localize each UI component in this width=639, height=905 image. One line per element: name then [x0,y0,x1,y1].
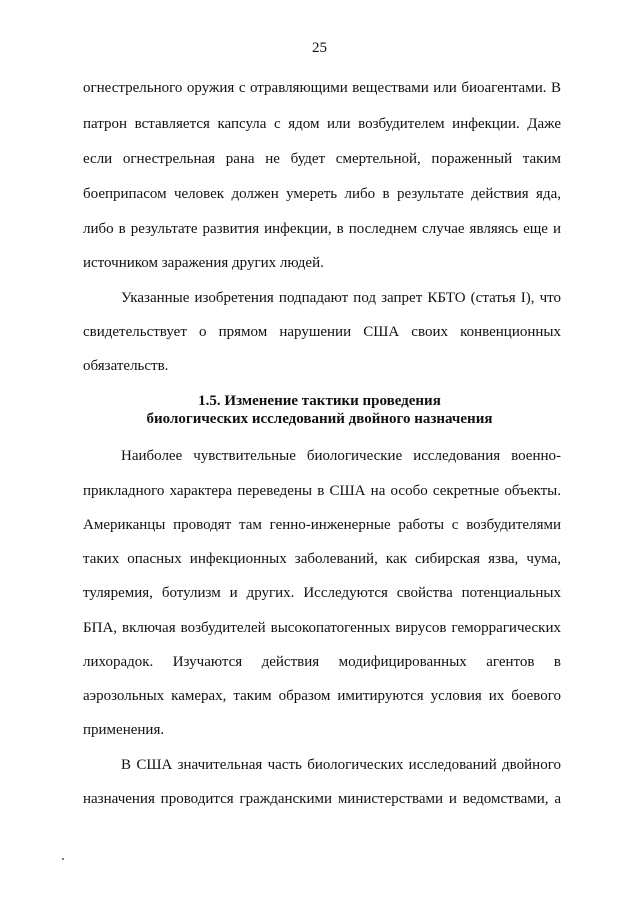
paragraph-3-line-4: таких опасных инфекционных заболеваний, как сибирская язва, чума, [83,551,561,567]
paragraph-1-line-2: патрон вставляется капсула с ядом или возбудителем инфекции. Даже [83,116,561,132]
paragraph-1-line-6: источником заражения других людей. [83,255,324,271]
paragraph-3-line-7: лихорадок. Изучаются действия модифицированных агентов в [83,654,561,670]
paragraph-3-line-1: Наиболее чувствительные биологические исследования военно- [121,448,561,464]
paragraph-2-line-1: Указанные изобретения подпадают под запрет КБТО (статья I), что [121,290,561,306]
paragraph-3-line-9: применения. [83,722,165,738]
paragraph-4-line-1: В США значительная часть биологических исследований двойного [121,757,561,773]
scan-speck [62,858,64,860]
paragraph-3-line-8: аэрозольных камерах, таким образом имитируются условия их боевого [83,688,561,704]
paragraph-2-line-2: свидетельствует о прямом нарушении США своих конвенционных [83,324,561,340]
section-heading-line-1: 1.5. Изменение тактики проведения [198,393,441,409]
page-number: 25 [312,40,327,56]
paragraph-1-line-1: огнестрельного оружия с отравляющими веществами или биоагентами. В [83,80,561,96]
paragraph-1-line-3: если огнестрельная рана не будет смертельной, пораженный таким [83,151,561,167]
paragraph-1-line-5: либо в результате развития инфекции, в последнем случае являясь еще и [83,221,561,237]
paragraph-3-line-2: прикладного характера переведены в США на особо секретные объекты. [83,483,561,499]
paragraph-1-line-4: боеприпасом человек должен умереть либо в результате действия яда, [83,186,561,202]
paragraph-3-line-5: туляремия, ботулизм и других. Исследуются свойства потенциальных [83,585,561,601]
paragraph-3-line-3: Американцы проводят там генно-инженерные работы с возбудителями [83,517,561,533]
paragraph-3-line-6: БПА, включая возбудителей высокопатогенных вирусов геморрагических [83,620,561,636]
paragraph-2-line-3: обязательств. [83,358,169,374]
section-heading-line-2: биологических исследований двойного назначения [146,411,493,427]
paragraph-4-line-2: назначения проводится гражданскими министерствами и ведомствами, а [83,791,561,807]
